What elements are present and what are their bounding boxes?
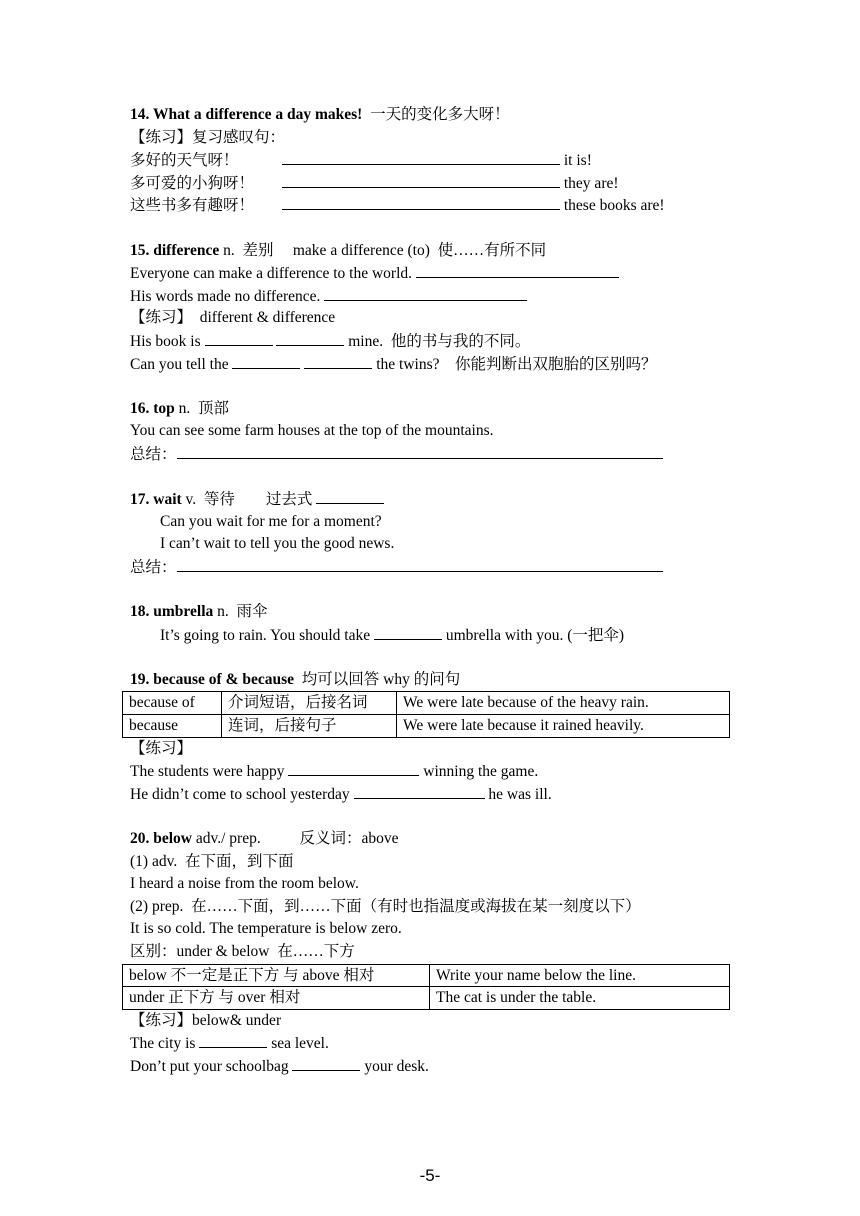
section-20-question-1 <box>130 1032 740 1055</box>
answer-blank[interactable] <box>374 624 442 640</box>
below-under-table <box>122 964 730 1010</box>
translation-blank[interactable] <box>324 285 527 301</box>
table-cell: We were late because of the heavy rain. <box>397 692 730 715</box>
section-16-definition: n. 顶部 <box>178 399 230 417</box>
section-20-definition: adv./ prep. 反义词：above <box>195 830 399 847</box>
question-text: the twins? 你能判断出双胞胎的区别吗？ <box>376 355 657 373</box>
answer-blank[interactable] <box>288 760 419 776</box>
section-19-question-2 <box>130 783 740 806</box>
exclamation-row-1 <box>130 149 740 172</box>
table-row <box>123 715 730 738</box>
section-20-question-2 <box>130 1055 740 1078</box>
exclamation-cn: 多好的天气呀！ <box>130 152 239 170</box>
question-text: sea level. <box>271 1035 329 1053</box>
summary-blank[interactable] <box>177 556 663 572</box>
section-19-title-cn: 均可以回答 why 的问句 <box>301 670 461 688</box>
question-text: he was ill. <box>488 785 552 803</box>
section-20-line-3: (2) prep. 在……下面，到……下面（有时也指温度或海拔在某一刻度以下） <box>130 897 641 915</box>
table-cell: 连词，后接句子 <box>222 715 397 738</box>
exclamation-row-2 <box>130 172 740 195</box>
section-18-heading <box>130 601 740 624</box>
exclamation-tail: these books are! <box>563 197 665 215</box>
section-20-line-4: It is so cold. The temperature is below zero. <box>130 920 402 938</box>
summary-label: 总结： <box>130 445 177 463</box>
section-15-question-2 <box>130 353 740 376</box>
exclamation-cn: 多可爱的小狗呀！ <box>130 174 255 192</box>
question-text: winning the game. <box>423 763 539 781</box>
answer-blank[interactable] <box>282 172 560 188</box>
section-20-line-2: I heard a noise from the room below. <box>130 875 359 893</box>
question-text: Can you tell the <box>130 355 229 373</box>
section-16-heading <box>130 398 740 421</box>
section-20-practice-label: 【练习】below& under <box>130 1011 282 1029</box>
exclamation-tail: it is! <box>563 152 592 170</box>
answer-blank[interactable] <box>282 194 560 210</box>
section-15-example-2 <box>130 285 740 308</box>
section-15-example-1 <box>130 262 740 285</box>
past-tense-blank[interactable] <box>316 488 384 504</box>
section-19-heading <box>130 669 740 692</box>
section-15-heading <box>130 240 740 263</box>
section-14-heading <box>130 104 740 127</box>
exclamation-row-3 <box>130 194 740 217</box>
question-text: Don’t put your schoolbag <box>130 1057 289 1075</box>
section-14-practice-label: 【练习】复习感叹句： <box>130 128 286 146</box>
section-18-example <box>130 624 740 647</box>
section-19-title: 19. because of & because <box>130 670 295 688</box>
section-20-word: 20. below <box>130 830 192 847</box>
example-text: It’s going to rain. You should take <box>160 626 371 644</box>
section-17-example-1: Can you wait for me for a moment? <box>160 512 382 530</box>
section-15-question-1 <box>130 330 740 353</box>
section-19-question-1 <box>130 760 740 783</box>
answer-blank[interactable] <box>282 149 560 165</box>
answer-blank[interactable] <box>232 353 300 369</box>
section-18-word: 18. umbrella <box>130 603 214 621</box>
question-text: The students were happy <box>130 763 285 781</box>
question-text: He didn’t come to school yesterday <box>130 785 350 803</box>
table-cell: The cat is under the table. <box>430 987 730 1010</box>
section-14-title: 14. What a difference a day makes! <box>130 106 363 123</box>
section-17-summary <box>130 556 740 579</box>
table-cell: below 不一定是正下方 与 above 相对 <box>123 964 430 987</box>
table-cell: 介词短语，后接名词 <box>222 692 397 715</box>
section-17-definition: v. 等待 过去式 <box>185 491 313 509</box>
section-14-title-cn: 一天的变化多大呀！ <box>370 106 510 123</box>
section-20-line-5: 区别：under & below 在……下方 <box>130 942 355 960</box>
section-15-word: 15. difference <box>130 241 220 259</box>
question-text: His book is <box>130 332 201 350</box>
section-18-definition: n. 雨伞 <box>217 603 268 621</box>
answer-blank[interactable] <box>199 1032 267 1048</box>
example-text: umbrella with you. (一把伞) <box>445 626 625 644</box>
translation-blank[interactable] <box>416 262 619 278</box>
section-15-definition: n. 差别 make a difference (to) 使……有所不同 <box>223 241 547 259</box>
table-cell: Write your name below the line. <box>430 964 730 987</box>
answer-blank[interactable] <box>354 783 485 799</box>
example-text: Everyone can make a difference to the world. <box>130 265 413 283</box>
because-comparison-table <box>122 691 730 737</box>
section-17-word: 17. wait <box>130 491 182 509</box>
summary-label: 总结： <box>130 558 177 576</box>
section-16-word: 16. top <box>130 399 175 417</box>
section-17-heading <box>130 488 740 511</box>
section-16-summary <box>130 443 740 466</box>
table-cell: under 正下方 与 over 相对 <box>123 987 430 1010</box>
table-row <box>123 692 730 715</box>
answer-blank[interactable] <box>276 330 344 346</box>
section-19-practice-label: 【练习】 <box>130 739 193 757</box>
exclamation-tail: they are! <box>563 174 619 192</box>
section-16-example: You can see some farm houses at the top of the mountains. <box>130 422 494 440</box>
table-row <box>123 964 730 987</box>
question-text: mine. 他的书与我的不同。 <box>348 332 531 350</box>
answer-blank[interactable] <box>292 1055 360 1071</box>
table-row <box>123 987 730 1010</box>
question-text: your desk. <box>364 1057 429 1075</box>
section-20-heading <box>130 828 740 851</box>
table-cell: because <box>123 715 222 738</box>
section-20-line-1: (1) adv. 在下面，到下面 <box>130 852 294 870</box>
page-number: -5- <box>419 1166 441 1185</box>
answer-blank[interactable] <box>304 353 372 369</box>
exclamation-cn: 这些书多有趣呀！ <box>130 197 255 215</box>
answer-blank[interactable] <box>205 330 273 346</box>
example-text: His words made no difference. <box>130 287 321 305</box>
table-cell: because of <box>123 692 222 715</box>
section-17-example-2: I can’t wait to tell you the good news. <box>160 535 395 553</box>
table-cell: We were late because it rained heavily. <box>397 715 730 738</box>
worksheet-page <box>130 104 740 1078</box>
summary-blank[interactable] <box>177 443 663 459</box>
section-15-practice-label: 【练习】 different & difference <box>130 309 336 327</box>
question-text: The city is <box>130 1035 196 1053</box>
